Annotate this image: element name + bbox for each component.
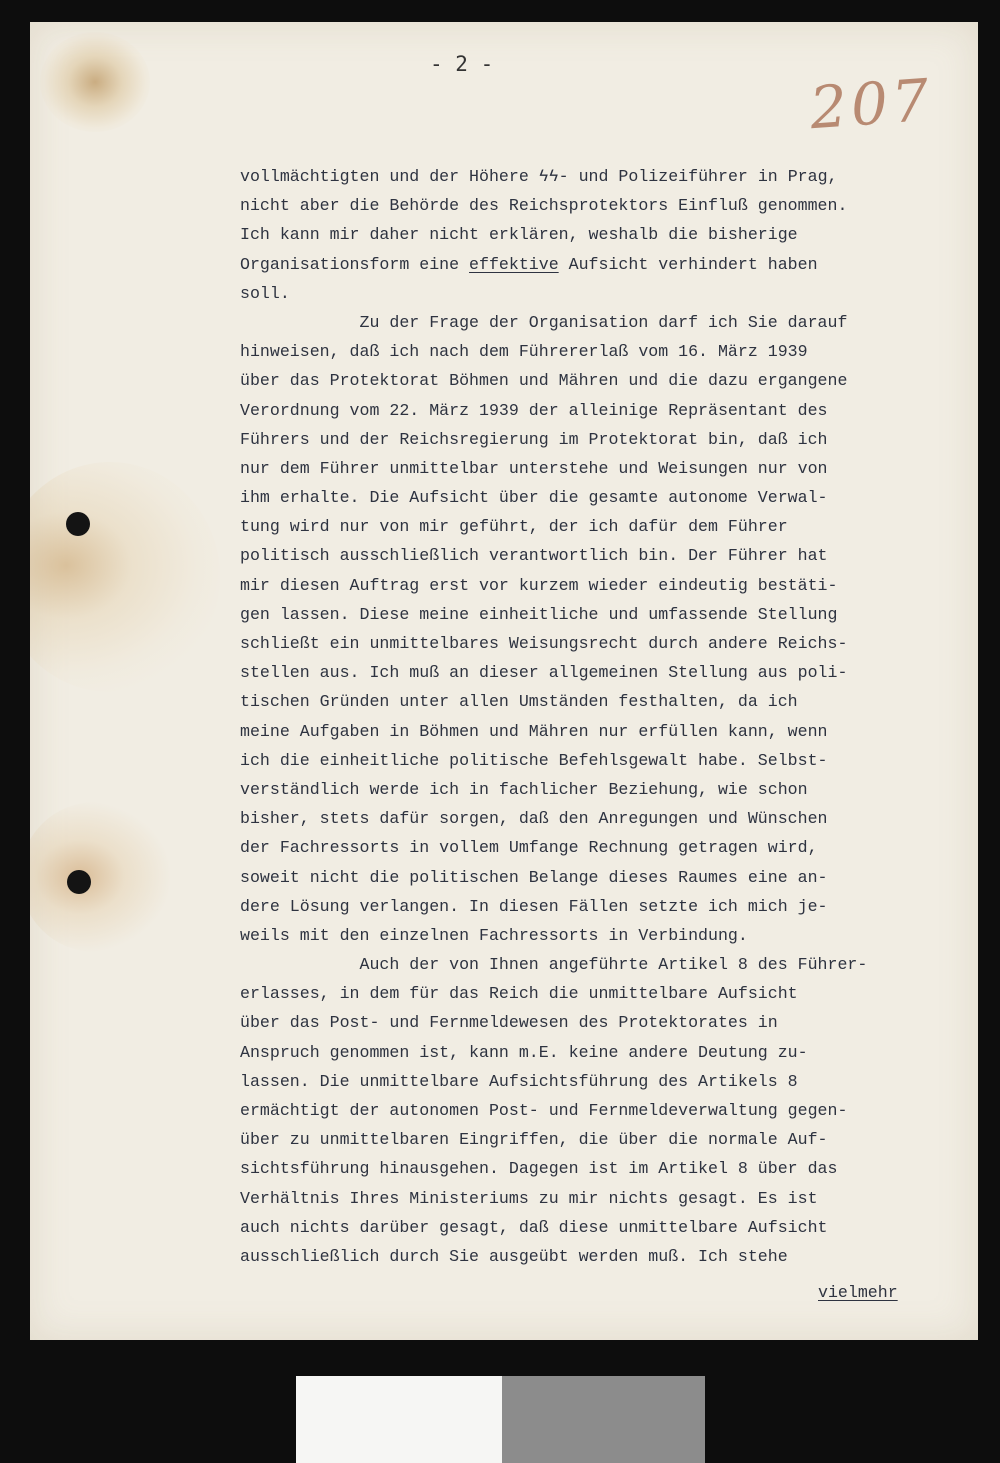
text-segment: Verhältnis Ihres Ministeriums zu mir nichts gesagt. Es ist xyxy=(240,1188,818,1208)
text-line xyxy=(240,746,970,775)
text-line xyxy=(240,979,970,1008)
text-line xyxy=(240,308,970,337)
text-line xyxy=(240,600,970,629)
text-segment: der Fachressorts in vollem Umfange Rechnung getragen wird, xyxy=(240,838,818,858)
document-page xyxy=(30,22,978,1340)
text-line xyxy=(240,921,970,950)
text-segment: erlasses, in dem für das Reich die unmittelbare Aufsicht xyxy=(240,984,798,1004)
catchword: vielmehr xyxy=(818,1283,898,1302)
text-segment: soweit nicht die politischen Belange dieses Raumes eine an- xyxy=(240,867,828,887)
text-segment: Zu der Frage der Organisation darf ich Sie darauf xyxy=(240,312,848,332)
text-line xyxy=(240,1154,970,1183)
grey-reference-strip xyxy=(502,1376,705,1463)
text-segment: ϟϟ- und Polizeiführer in Prag, xyxy=(538,167,838,186)
text-segment: nur dem Führer unmittelbar unterstehe und Weisungen nur von xyxy=(240,458,828,478)
text-line xyxy=(240,687,970,716)
text-segment: meine Aufgaben in Böhmen und Mähren nur erfüllen kann, wenn xyxy=(240,721,828,741)
rust-stain xyxy=(40,32,150,132)
text-line xyxy=(240,483,970,512)
underlined-word: effektive xyxy=(469,254,559,274)
text-segment: gen lassen. Diese meine einheitliche und umfassende Stellung xyxy=(240,604,838,624)
text-segment: soll. xyxy=(240,283,290,303)
text-line xyxy=(240,162,970,191)
text-line xyxy=(240,512,970,541)
text-line xyxy=(240,892,970,921)
text-segment: ihm erhalte. Die Aufsicht über die gesamte autonome Verwal- xyxy=(240,488,828,508)
text-segment: Verordnung vom 22. März 1939 der alleinige Repräsentant des xyxy=(240,400,828,420)
text-segment: lassen. Die unmittelbare Aufsichtsführung des Artikels 8 xyxy=(240,1071,798,1091)
text-segment: stellen aus. Ich muß an dieser allgemeinen Stellung aus poli- xyxy=(240,663,848,683)
text-segment: dere Lösung verlangen. In diesen Fällen setzte ich mich je- xyxy=(240,896,828,916)
page-number: - 2 - xyxy=(430,52,494,76)
text-line xyxy=(240,775,970,804)
text-segment: nicht aber die Behörde des Reichsprotektors Einfluß genommen. xyxy=(240,196,848,216)
handwritten-folio-number: 207 xyxy=(807,65,935,143)
text-line xyxy=(240,717,970,746)
text-line xyxy=(240,541,970,570)
text-segment: hinweisen, daß ich nach dem Führererlaß vom 16. März 1939 xyxy=(240,342,808,362)
text-line xyxy=(240,425,970,454)
text-segment: schließt ein unmittelbares Weisungsrecht durch andere Reichs- xyxy=(240,634,848,653)
text-segment: ausschließlich durch Sie ausgeübt werden muß. Ich stehe xyxy=(240,1246,788,1266)
text-line xyxy=(240,1242,970,1271)
text-segment: vollmächtigten und der Höhere xyxy=(240,167,539,186)
text-segment: Führers und der Reichsregierung im Protektorat bin, daß ich xyxy=(240,429,828,449)
text-line xyxy=(240,279,970,308)
punch-hole xyxy=(66,512,90,536)
archive-label-strip xyxy=(296,1376,502,1463)
text-line xyxy=(240,1008,970,1037)
text-segment: weils mit den einzelnen Fachressorts in Verbindung. xyxy=(240,925,748,945)
text-line xyxy=(240,1096,970,1125)
text-line xyxy=(240,629,970,658)
text-segment: Anspruch genommen ist, kann m.E. keine andere Deutung zu- xyxy=(240,1042,808,1062)
text-segment: über das Post- und Fernmeldewesen des Protektorates in xyxy=(240,1013,778,1033)
text-segment: tischen Gründen unter allen Umständen festhalten, da ich xyxy=(240,692,798,712)
text-line xyxy=(240,1067,970,1096)
text-line xyxy=(240,863,970,892)
text-segment: bisher, stets dafür sorgen, daß den Anregungen und Wünschen xyxy=(240,809,828,829)
text-line xyxy=(240,950,970,979)
punch-hole xyxy=(67,870,91,894)
text-line xyxy=(240,396,970,425)
text-line xyxy=(240,658,970,687)
text-line xyxy=(240,191,970,220)
rust-stain xyxy=(30,802,170,952)
text-segment: Ich kann mir daher nicht erklären, weshalb die bisherige xyxy=(240,225,798,245)
text-line xyxy=(240,250,970,279)
letter-body xyxy=(240,162,970,1271)
text-segment: ich die einheitliche politische Befehlsgewalt habe. Selbst- xyxy=(240,750,828,770)
text-line xyxy=(240,1125,970,1154)
text-line xyxy=(240,833,970,862)
text-line xyxy=(240,1184,970,1213)
text-segment: mir diesen Auftrag erst vor kurzem wieder eindeutig bestäti- xyxy=(240,575,838,595)
text-segment: auch nichts darüber gesagt, daß diese unmittelbare Aufsicht xyxy=(240,1217,828,1237)
text-segment: Aufsicht verhindert haben xyxy=(558,254,818,274)
text-segment: Auch der von Ihnen angeführte Artikel 8 des Führer- xyxy=(240,955,868,975)
text-segment: sichtsführung hinausgehen. Dagegen ist im Artikel 8 über das xyxy=(240,1159,838,1179)
text-segment: über das Protektorat Böhmen und Mähren und die dazu ergangene xyxy=(240,371,848,391)
text-line xyxy=(240,337,970,366)
text-line xyxy=(240,1038,970,1067)
text-line xyxy=(240,804,970,833)
text-segment: Organisationsform eine xyxy=(240,254,470,274)
text-line xyxy=(240,220,970,249)
text-segment: verständlich werde ich in fachlicher Beziehung, wie schon xyxy=(240,779,808,799)
text-line xyxy=(240,454,970,483)
text-segment: politisch ausschließlich verantwortlich bin. Der Führer hat xyxy=(240,546,828,566)
text-line xyxy=(240,571,970,600)
text-line xyxy=(240,1213,970,1242)
text-segment: tung wird nur von mir geführt, der ich dafür dem Führer xyxy=(240,517,788,537)
text-segment: über zu unmittelbaren Eingriffen, die über die normale Auf- xyxy=(240,1130,828,1150)
rust-stain xyxy=(30,462,220,692)
text-segment: ermächtigt der autonomen Post- und Fernmeldeverwaltung gegen- xyxy=(240,1101,848,1120)
text-line xyxy=(240,366,970,395)
